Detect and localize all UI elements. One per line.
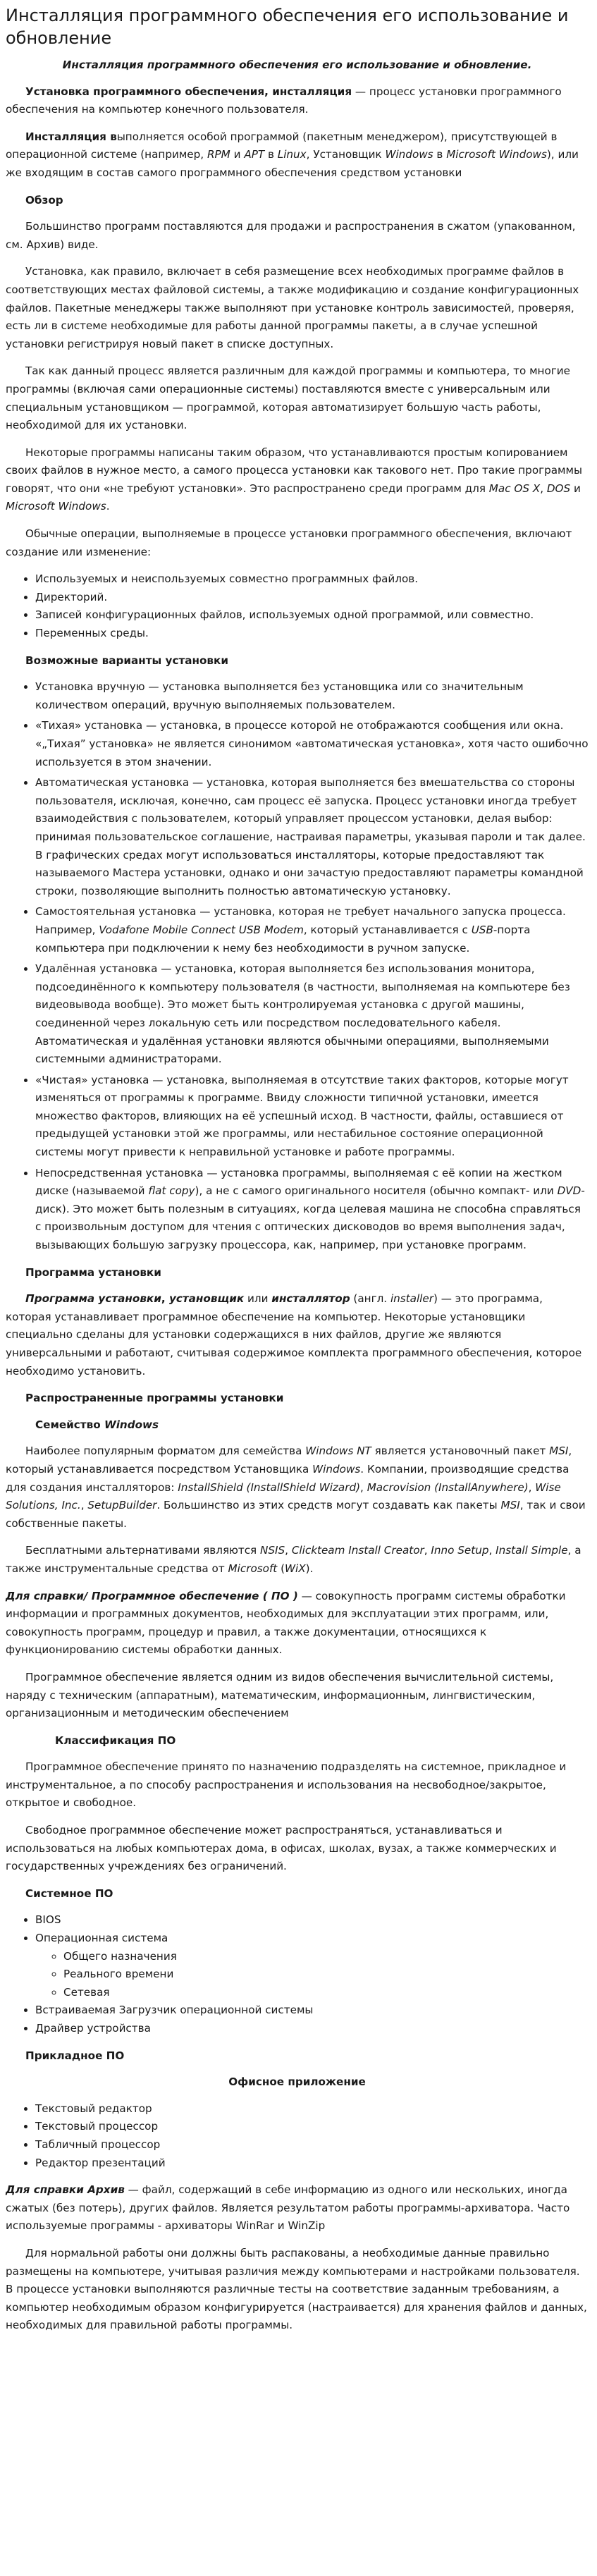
overview-list [6, 570, 589, 642]
list-item: • Текстовый процессор [35, 2118, 589, 2136]
heading-install-variants: Возможные варианты установки [25, 654, 228, 667]
list-item: • Установка вручную — установка выполняется без установщика или со значительным количеством операций, вручную выполняемых пользователем. [35, 678, 589, 714]
list-item: ◦ Сетевая [63, 1984, 589, 2002]
windows-paragraph-2: Бесплатными альтернативами являются NSIS, Clickteam Install Creator, Inno Setup, Install Simple, а также инструментальные средства от Microsoft (WiX). [6, 1544, 581, 1575]
list-item: ◦ Реального времени [63, 1965, 589, 1984]
list-item: • Редактор презентаций [35, 2154, 589, 2173]
intro-paragraph-2: Инсталляция выполняется особой программой (пакетным менеджером), присутствующей в операционной системе (например, RPM и APT в Linux, Установщик Windows в Microsoft Windows), или же входящим в состав самого программного обеспечения средством установки [6, 130, 579, 179]
classification-paragraph-1: Программное обеспечение принято по назначению подразделять на системное, прикладное и инструментальное, а по способу распространения и использования на несвободное/закрытое, открытое и свободное. [6, 1760, 567, 1810]
list-item: • Самостоятельная установка — установка, которая не требует начального запуска процесса. Например, Vodafone Mobile Connect USB Modem, который устанавливается с USB-порта компьютера при подключении к нему без необходимости в ручном запуске. [35, 903, 589, 957]
heading-installer: Программа установки [25, 1265, 161, 1279]
list-item: • Непосредственная установка — установка программы, выполняемая с её копии на жестком диске (называемой flat copy), а не с самого оригинального носителя (обычно компакт- или DVD-диск). Это может быть полезным в ситуациях, когда целевая машина не способна справляться с произвольным доступом для чтения с оптических дисководов во время выполнения задач, вызывающих большую загрузку процессора, как, например, при установке программ. [35, 1165, 589, 1255]
office-applications-list [6, 2100, 589, 2172]
overview-paragraph-1: Большинство программ поставляются для продажи и распространения в сжатом (упакованном, см. Архив) виде. [6, 220, 576, 251]
document-subtitle: Инсталляция программного обеспечения его использование и обновление. [62, 59, 532, 71]
list-item: • BIOS [35, 1911, 589, 1930]
heading-system-software: Системное ПО [25, 1887, 113, 1900]
list-item: • Используемых и неиспользуемых совместно программных файлов. [35, 570, 589, 589]
install-variants-list [6, 678, 589, 1254]
installer-paragraph: Программа установки, установщик или инсталлятор (англ. installer) — это программа, которая устанавливает программное обеспечение на компьютер. Некоторые установщики специально сделаны для установки содержащихся в них файлов, другие же являются универсальными и работают, считывая содержимое комплекта программного обеспечения, которое необходимо установить. [6, 1292, 582, 1378]
list-item: ◦ Общего назначения [63, 1948, 589, 1966]
overview-paragraph-2: Установка, как правило, включает в себя размещение всех необходимых программе файлов в соответствующих местах файловой системы, а также модификацию и создание конфигурационных файлов. Пакетные менеджеры также выполняют при установке контроль зависимостей, проверяя, есть ли в системе необходимые для работы данной программы пакеты, а в случае успешной установки регистрируя новый пакет в списке доступных. [6, 265, 579, 350]
list-item: • Табличный процессор [35, 2136, 589, 2154]
list-item: • Удалённая установка — установка, которая выполняется без использования монитора, подсоединённого к компьютеру пользователя (в частности, выполняемая на компьютере без видеовывода вообще). Это может быть контролируемая установка с другой машины, соединенной через локальную сеть или посредством последовательного кабеля. Автоматическая и удалённая установки являются обычными операциями, выполняемыми системными администраторами. [35, 960, 589, 1069]
intro-paragraph-1: Установка программного обеспечения, инсталляция — процесс установки программного обеспечения на компьютер конечного пользователя. [6, 85, 562, 116]
heading-windows-family: Семейство Windows [35, 1418, 159, 1431]
list-item: • «Тихая» установка — установка, в процессе которой не отображаются сообщения или окна. «„Тихая” установка» не является синонимом «автоматическая установка», хотя часто ошибочно используется в этом значении. [35, 717, 589, 771]
list-item: • «Чистая» установка — установка, выполняемая в отсутствие таких факторов, которые могут изменяться от программы к программе. Ввиду сложности типичной установки, имеется множество факторов, влияющих на её успешный исход. В частности, файлы, оставшиеся от предыдущей установки этой же программы, или нестабильное состояние операционной системы могут привести к неправильной установке и работе программы. [35, 1072, 589, 1162]
software-paragraph-2: Программное обеспечение является одним из видов обеспечения вычислительной системы, наряду с техническим (аппаратным), математическим, информационным, лингвистическим, организационным и методическим обеспечением [6, 1670, 554, 1720]
overview-paragraph-3: Так как данный процесс является различным для каждой программы и компьютера, то многие программы (включая сами операционные системы) поставляются вместе с универсальным или специальным установщиком — программой, которая автоматизирует большую часть работы, необходимой для их установки. [6, 364, 570, 432]
list-item: • Операционная система ◦ Общего назначения ◦ Реального времени ◦ Сетевая [35, 1930, 589, 2001]
overview-paragraph-5: Обычные операции, выполняемые в процессе установки программного обеспечения, включают создание или изменение: [6, 527, 572, 558]
heading-overview: Обзор [25, 193, 63, 207]
list-item: • Текстовый редактор [35, 2100, 589, 2118]
system-software-list [6, 1911, 589, 2037]
overview-paragraph-4: Некоторые программы написаны таким образом, что устанавливаются простым копированием своих файлов в нужное место, а самого процесса установки как такового нет. Про такие программы говорят, что они «не требуют установки». Это распространено среди программ для Mac OS X, DOS и Microsoft Windows. [6, 446, 582, 513]
windows-paragraph-1: Наиболее популярным форматом для семейства Windows NT является установочный пакет MSI, который устанавливается посредством Установщика Windows. Компании, производящие средства для создания инсталляторов: InstallShield (InstallShield Wizard), Macrovision (InstallAnywhere), Wise Solutions, Inc., SetupBuilder. Большинство из этих средств могут создавать как пакеты MSI, так и свои собственные пакеты. [6, 1445, 586, 1530]
heading-applied-software: Прикладное ПО [25, 2049, 125, 2062]
software-definition: Для справки/ Программное обеспечение ( ПО ) — совокупность программ системы обработки информации и программных документов, необходимых для эксплуатации этих программ, или, совокупность программ, процедур и правил, а также документации, относящихся к функционированию системы обработки данных. [6, 1589, 566, 1657]
list-item: • Встраиваемая Загрузчик операционной системы [35, 2001, 589, 2020]
list-item: • Автоматическая установка — установка, которая выполняется без вмешательства со стороны пользователя, исключая, конечно, сам процесс её запуска. Процесс установки иногда требует взаимодействия с пользователем, который управляет процессом установки, делая выбор: принимая пользовательское соглашение, настраивая параметры, указывая пароли и так далее. В графических средах могут использоваться инсталляторы, которые предоставляют так называемого Мастера установки, однако и они зачастую предоставляют параметры командной строки, позволяющие выполнить полностью автоматическую установку. [35, 774, 589, 900]
heading-common-installers: Распространенные программы установки [25, 1392, 284, 1405]
classification-paragraph-2: Свободное программное обеспечение может распространяться, устанавливаться и использоваться на любых компьютерах дома, в офисах, школах, вузах, а также коммерческих и государственных учреждениях без ограничений. [6, 1824, 557, 1873]
list-item: • Переменных среды. [35, 625, 589, 643]
page-title: Инсталляция программного обеспечения его использование и обновление [6, 6, 569, 48]
list-item: • Директорий. [35, 589, 589, 607]
heading-office-applications: Офисное приложение [228, 2075, 366, 2089]
heading-classification: Классификация ПО [55, 1734, 176, 1747]
list-item: • Записей конфигурационных файлов, используемых одной программой, или совместно. [35, 606, 589, 625]
archive-definition: Для справки Архив — файл, содержащий в себе информацию из одного или нескольких, иногда сжатых (без потерь), других файлов. Является результатом работы программы-архиватора. Часто используемые программы - архиваторы WinRar и WinZip [6, 2183, 570, 2233]
list-item: • Драйвер устройства [35, 2020, 589, 2038]
archive-paragraph-2: Для нормальной работы они должны быть распакованы, а необходимые данные правильно размещены на компьютере, учитывая различия между компьютерами и настройками пользователя. В процессе установки выполняются различные тесты на соответствие заданным требованиям, а компьютер необходимым образом конфигурируется (настраивается) для хранения файлов и данных, необходимых для правильной работы программы. [6, 2246, 587, 2332]
